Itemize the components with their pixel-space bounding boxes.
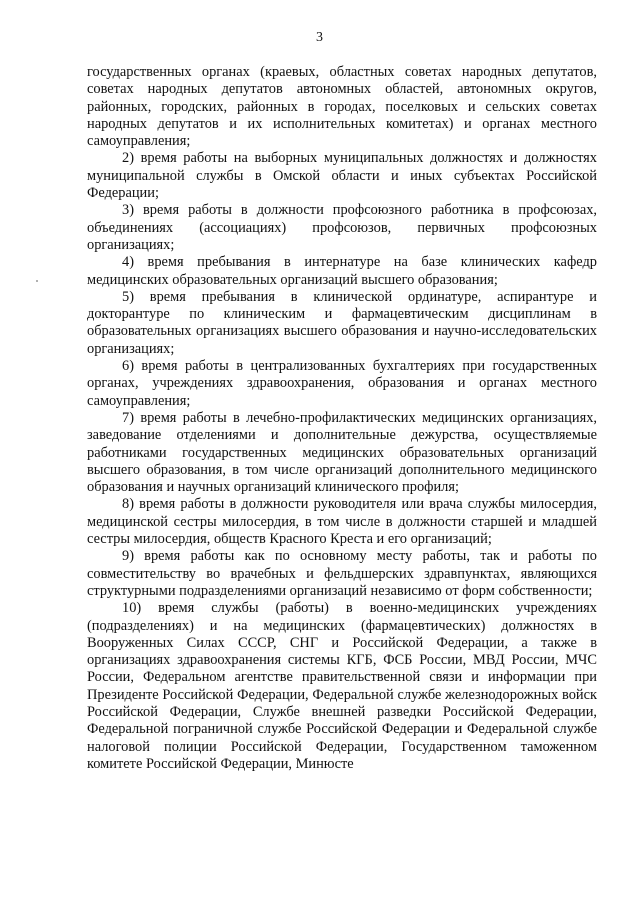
paragraph-item-2: 2) время работы на выборных муниципальных должностях и должностях муниципальной службы в Омской области и иных субъектах Российской Федерации;	[87, 150, 597, 202]
paragraph-item-3: 3) время работы в должности профсоюзного работника в профсоюзах, объединениях (ассоциациях) профсоюзов, первичных профсоюзных организациях;	[87, 202, 597, 253]
document-body	[87, 64, 597, 773]
paragraph-item-9: 9) время работы как по основному месту работы, так и работы по совместительству во врачебных и фельдшерских здравпунктах, являющихся структурными подразделениями организаций независимо от форм собственности;	[87, 548, 597, 599]
paragraph-item-10: 10) время службы (работы) в военно-медицинских учреждениях (подразделениях) и на медицинских (фармацевтических) должностях в Вооруженных Силах СССР, СНГ и Российской Федерации, а также в организациях здравоохранения системы КГБ, ФСБ России, МВД России, МЧС России, Федеральном агентстве правительственной связи и информации при Президенте Российской Федерации, Федеральной службе железнодорожных войск Российской Федерации, Службе внешней разведки Российской Федерации, Федеральной пограничной службе Российской Федерации и Федеральной службе налоговой полиции Российской Федерации, Государственном таможенном комитете Российской Федерации, Минюсте	[87, 600, 597, 772]
scan-speck	[36, 280, 38, 282]
paragraph-item-7: 7) время работы в лечебно-профилактических медицинских организациях, заведование отделениями и дополнительные дежурства, осуществляемые работниками государственных медицинских образовательных организаций высшего образования, в том числе организаций дополнительного медицинского образования и научных организаций клинического профиля;	[87, 409, 597, 496]
paragraph-item-5: 5) время пребывания в клинической ординатуре, аспирантуре и докторантуре по клиническим и фармацевтическим дисциплинам в образовательных организациях высшего образования и научно-исследовательских организациях;	[87, 288, 597, 357]
paragraph-item-6: 6) время работы в централизованных бухгалтериях при государственных органах, учреждениях здравоохранения, образования и органах местного самоуправления;	[87, 358, 597, 409]
paragraph-item-8: 8) время работы в должности руководителя или врача службы милосердия, медицинской сестры милосердия, в том числе в должности старшей и младшей сестры милосердия, обществ Красного Креста и его организаций;	[87, 496, 597, 548]
page-number: 3	[316, 30, 323, 45]
paragraph-continuation: государственных органах (краевых, областных советах народных депутатов, советах народных депутатов автономных областей, автономных округов, районных, городских, районных в городах, поселковых и сельских советах народных депутатов и их исполнительных комитетах) и органах местного самоуправления;	[87, 64, 597, 150]
paragraph-item-4: 4) время пребывания в интернатуре на базе клинических кафедр медицинских образовательных организаций высшего образования;	[87, 254, 597, 288]
